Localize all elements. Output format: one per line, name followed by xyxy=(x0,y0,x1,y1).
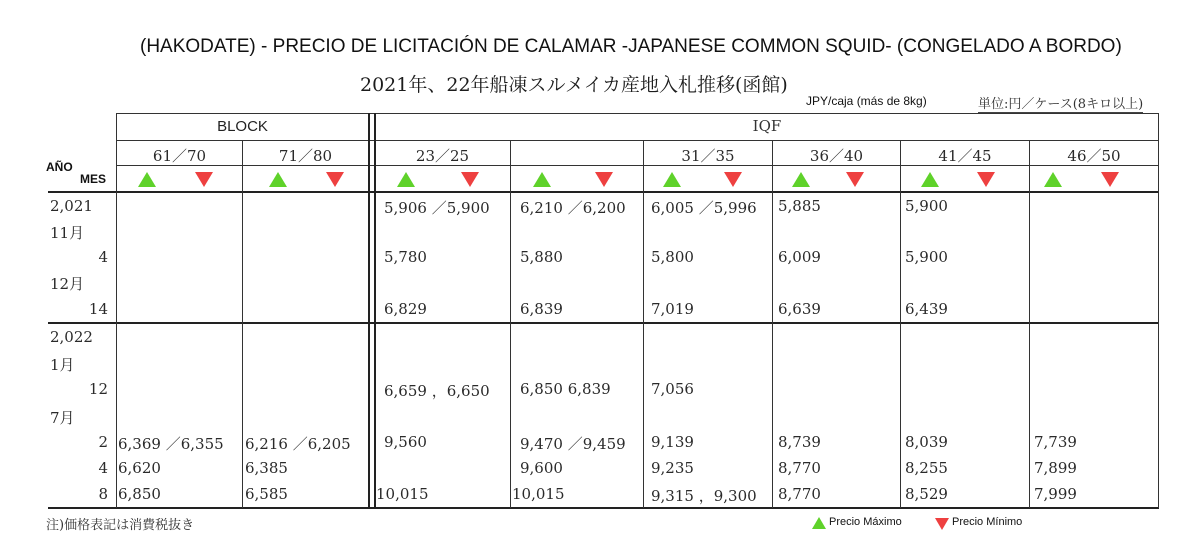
max-price-icon xyxy=(1044,172,1062,187)
table-rule xyxy=(48,191,1159,193)
max-price-icon xyxy=(792,172,810,187)
price-cell: 5,780 xyxy=(384,248,427,266)
table-rule xyxy=(1029,140,1030,508)
size-header: 71／80 xyxy=(278,147,333,165)
price-cell: 6,009 xyxy=(778,248,821,266)
price-cell: 5,900 xyxy=(905,248,948,266)
unit-jp: 単位:円／ケース(8キロ以上) xyxy=(978,93,1143,113)
price-cell: 9,235 xyxy=(651,459,694,477)
legend-min-icon xyxy=(935,518,949,530)
size-header: 31／35 xyxy=(681,147,735,165)
price-cell: 8,770 xyxy=(778,485,821,503)
size-header: 41／45 xyxy=(938,147,992,165)
row-label-month: 7月 xyxy=(50,409,75,427)
price-cell: 9,139 xyxy=(651,433,694,451)
price-cell: 8,739 xyxy=(778,433,821,451)
price-cell: 6,839 xyxy=(520,300,563,318)
price-cell: 6,369 ／6,355 xyxy=(118,435,224,453)
price-cell: 6,210 ／6,200 xyxy=(520,199,626,217)
max-price-icon xyxy=(138,172,156,187)
max-price-icon xyxy=(269,172,287,187)
size-header: 36／40 xyxy=(809,147,864,165)
row-label-month: 1月 xyxy=(50,356,75,374)
price-cell: 7,056 xyxy=(651,380,694,398)
price-cell: 8,770 xyxy=(778,459,821,477)
row-label-day: 14 xyxy=(88,300,108,318)
price-cell: 9,315 ，9,300 xyxy=(651,487,757,505)
min-price-icon xyxy=(326,172,344,187)
table-rule xyxy=(900,140,901,508)
price-cell: 8,255 xyxy=(905,459,948,477)
min-price-icon xyxy=(595,172,613,187)
price-cell: 5,900 xyxy=(905,197,948,215)
size-header: 23／25 xyxy=(415,147,470,165)
group-header-iqf: IQF xyxy=(752,117,782,135)
min-price-icon xyxy=(195,172,213,187)
legend-max-label: Precio Máximo xyxy=(829,516,902,528)
price-cell: 5,880 xyxy=(520,248,563,266)
price-cell: 6,005 ／5,996 xyxy=(651,199,757,217)
price-cell: 6,585 xyxy=(245,485,288,503)
min-price-icon xyxy=(1101,172,1119,187)
max-price-icon xyxy=(663,172,681,187)
price-cell: 6,216 ／6,205 xyxy=(245,435,351,453)
row-label-day: 12 xyxy=(88,380,108,398)
row-label-year: 2,022 xyxy=(50,328,93,346)
min-price-icon xyxy=(461,172,479,187)
table-rule xyxy=(643,140,644,508)
price-cell: 5,800 xyxy=(651,248,694,266)
min-price-icon xyxy=(724,172,742,187)
table-rule xyxy=(116,113,1159,114)
price-cell: 7,999 xyxy=(1034,485,1077,503)
price-cell: 9,600 xyxy=(520,459,563,477)
price-cell: 6,829 xyxy=(384,300,427,318)
row-label-day: 4 xyxy=(98,248,108,266)
unit-es: JPY/caja (más de 8kg) xyxy=(806,94,927,108)
row-label-year: 2,021 xyxy=(50,197,93,215)
table-rule xyxy=(116,140,1159,141)
row-label-day: 8 xyxy=(98,485,108,503)
table-rule xyxy=(368,113,370,508)
table-rule xyxy=(116,113,117,508)
price-cell: 7,899 xyxy=(1034,459,1077,477)
price-cell: 6,439 xyxy=(905,300,948,318)
row-label-month: 11月 xyxy=(50,224,85,242)
size-header: 46／50 xyxy=(1067,147,1121,165)
title-jp: 2021年、22年船凍スルメイカ産地入札推移(函館) xyxy=(360,74,788,96)
table-rule xyxy=(48,322,1159,324)
month-axis-label: MES xyxy=(80,172,107,186)
max-price-icon xyxy=(533,172,551,187)
min-price-icon xyxy=(846,172,864,187)
table-rule xyxy=(1158,113,1159,508)
row-label-day: 2 xyxy=(98,433,108,451)
legend-min-label: Precio Mínimo xyxy=(952,516,1023,528)
table-rule xyxy=(242,140,243,508)
row-label-month: 12月 xyxy=(50,275,85,293)
table-rule xyxy=(374,113,376,508)
price-cell: 6,850 6,839 xyxy=(520,380,611,398)
price-cell: 9,470 ／9,459 xyxy=(520,435,626,453)
table-rule xyxy=(510,140,511,508)
price-cell: 7,019 xyxy=(651,300,694,318)
title-es: (HAKODATE) - PRECIO DE LICITACIÓN DE CALAMAR -JAPANESE COMMON SQUID- (CONGELADO A BORDO) xyxy=(140,36,1122,57)
price-cell: 6,850 xyxy=(118,485,161,503)
price-cell: 10,015 xyxy=(512,485,565,503)
price-cell: 6,659 ，6,650 xyxy=(384,382,490,400)
year-axis-label: AÑO xyxy=(46,160,73,174)
min-price-icon xyxy=(977,172,995,187)
price-cell: 8,039 xyxy=(905,433,948,451)
table-rule xyxy=(772,140,773,508)
group-header-block: BLOCK xyxy=(217,118,268,135)
row-label-day: 4 xyxy=(98,459,108,477)
price-cell: 6,639 xyxy=(778,300,821,318)
price-cell: 10,015 xyxy=(376,485,429,503)
tax-note: 注)価格表記は消費税抜き xyxy=(46,518,195,533)
price-cell: 7,739 xyxy=(1034,433,1077,451)
price-cell: 5,885 xyxy=(778,197,821,215)
price-cell: 5,906 ／5,900 xyxy=(384,199,490,217)
price-cell: 8,529 xyxy=(905,485,948,503)
price-cell: 6,620 xyxy=(118,459,161,477)
legend-max-icon xyxy=(812,517,826,529)
table-rule xyxy=(48,507,1159,509)
max-price-icon xyxy=(397,172,415,187)
price-cell: 6,385 xyxy=(245,459,288,477)
max-price-icon xyxy=(921,172,939,187)
price-cell: 9,560 xyxy=(384,433,427,451)
size-header: 61／70 xyxy=(152,147,207,165)
